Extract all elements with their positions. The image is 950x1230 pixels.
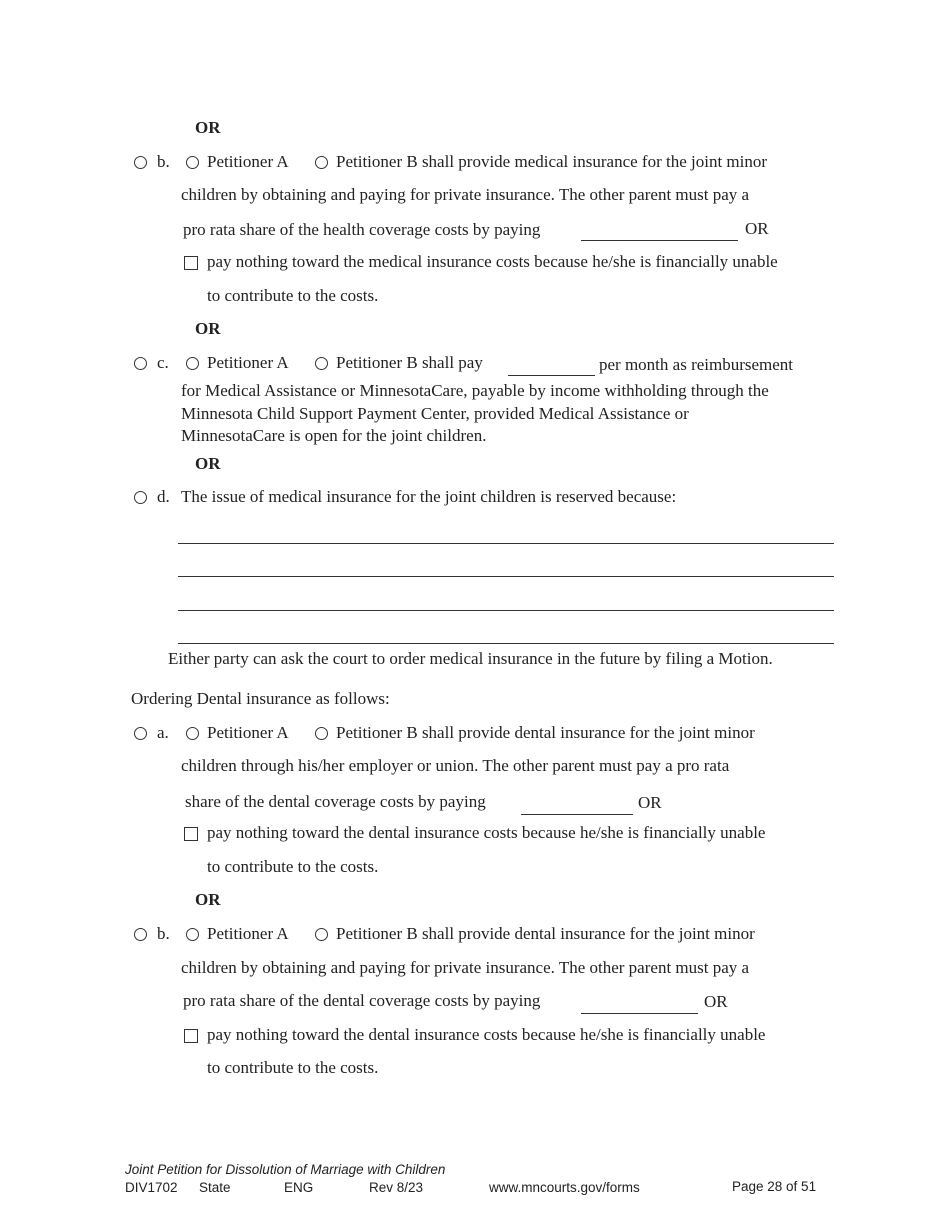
footer-jurisdiction: State <box>199 1180 231 1195</box>
or-separator: OR <box>195 454 221 473</box>
motion-note: Either party can ask the court to order medical insurance in the future by filing a Motion. <box>168 649 773 668</box>
footer-language: ENG <box>284 1180 314 1195</box>
option-text: Minnesota Child Support Payment Center, provided Medical Assistance or <box>181 404 689 423</box>
checkbox-label: pay nothing toward the dental insurance costs because he/she is financially unable <box>207 823 766 842</box>
footer-page-number: Page 28 of 51 <box>732 1179 817 1194</box>
reason-line[interactable] <box>178 543 834 544</box>
dental-b-petitioner-a-radio[interactable] <box>186 928 199 941</box>
dental-a-petitioner-a-radio[interactable] <box>186 727 199 740</box>
dental-a-petitioner-b-radio[interactable] <box>315 727 328 740</box>
monthly-reimbursement-field[interactable] <box>508 375 595 376</box>
dental-b-petitioner-b-radio[interactable] <box>315 928 328 941</box>
or-inline: OR <box>638 793 662 812</box>
dental-coverage-amount-field[interactable] <box>521 814 633 815</box>
option-text: pro rata share of the health coverage costs by paying <box>183 220 541 239</box>
option-text: per month as reimbursement <box>599 355 794 374</box>
or-separator: OR <box>195 118 221 137</box>
dental-b-pay-nothing-checkbox[interactable] <box>184 1029 198 1043</box>
footer-revision: Rev 8/23 <box>369 1180 424 1195</box>
medical-option-d-radio[interactable] <box>134 491 147 504</box>
petitioner-a-label: Petitioner A <box>207 152 289 171</box>
medical-b-petitioner-b-radio[interactable] <box>315 156 328 169</box>
option-letter: d. <box>157 487 170 506</box>
option-text: pro rata share of the dental coverage costs by paying <box>183 991 541 1010</box>
option-text: children through his/her employer or union. The other parent must pay a pro rata <box>181 756 730 775</box>
medical-option-c-radio[interactable] <box>134 357 147 370</box>
checkbox-label: to contribute to the costs. <box>207 286 379 305</box>
dental-heading: Ordering Dental insurance as follows: <box>131 689 390 708</box>
medical-c-petitioner-b-radio[interactable] <box>315 357 328 370</box>
medical-b-pay-nothing-checkbox[interactable] <box>184 256 198 270</box>
option-letter: c. <box>157 353 169 372</box>
reason-line[interactable] <box>178 576 834 577</box>
or-separator: OR <box>195 890 221 909</box>
option-text: share of the dental coverage costs by paying <box>185 792 486 811</box>
petitioner-a-label: Petitioner A <box>207 723 289 742</box>
health-coverage-amount-field[interactable] <box>581 240 738 241</box>
option-text: Petitioner B shall provide dental insurance for the joint minor <box>336 924 755 943</box>
option-text: Petitioner B shall pay <box>336 353 483 372</box>
option-letter: b. <box>157 152 170 171</box>
medical-c-petitioner-a-radio[interactable] <box>186 357 199 370</box>
dental-option-a-radio[interactable] <box>134 727 147 740</box>
checkbox-label: to contribute to the costs. <box>207 1058 379 1077</box>
checkbox-label: pay nothing toward the medical insurance costs because he/she is financially unable <box>207 252 778 271</box>
reason-line[interactable] <box>178 610 834 611</box>
option-text: children by obtaining and paying for private insurance. The other parent must pay a <box>181 185 750 204</box>
medical-b-petitioner-a-radio[interactable] <box>186 156 199 169</box>
option-letter: b. <box>157 924 170 943</box>
option-letter: a. <box>157 723 169 742</box>
checkbox-label: to contribute to the costs. <box>207 857 379 876</box>
or-inline: OR <box>704 992 728 1011</box>
footer-website-link[interactable]: www.mncourts.gov/forms <box>489 1180 640 1195</box>
dental-private-amount-field[interactable] <box>581 1013 698 1014</box>
petitioner-a-label: Petitioner A <box>207 353 289 372</box>
option-text: for Medical Assistance or MinnesotaCare, payable by income withholding through the <box>181 381 769 400</box>
or-separator: OR <box>195 319 221 338</box>
option-text: Petitioner B shall provide dental insurance for the joint minor <box>336 723 755 742</box>
or-inline: OR <box>745 219 769 238</box>
reason-line[interactable] <box>178 643 834 644</box>
footer-form-title: Joint Petition for Dissolution of Marriage with Children <box>125 1162 446 1177</box>
footer-form-code: DIV1702 <box>125 1180 178 1195</box>
option-text: The issue of medical insurance for the joint children is reserved because: <box>181 487 677 506</box>
checkbox-label: pay nothing toward the dental insurance costs because he/she is financially unable <box>207 1025 766 1044</box>
option-text: Petitioner B shall provide medical insurance for the joint minor <box>336 152 768 171</box>
dental-a-pay-nothing-checkbox[interactable] <box>184 827 198 841</box>
medical-option-b-radio[interactable] <box>134 156 147 169</box>
option-text: MinnesotaCare is open for the joint children. <box>181 426 487 445</box>
option-text: children by obtaining and paying for private insurance. The other parent must pay a <box>181 958 750 977</box>
dental-option-b-radio[interactable] <box>134 928 147 941</box>
petitioner-a-label: Petitioner A <box>207 924 289 943</box>
